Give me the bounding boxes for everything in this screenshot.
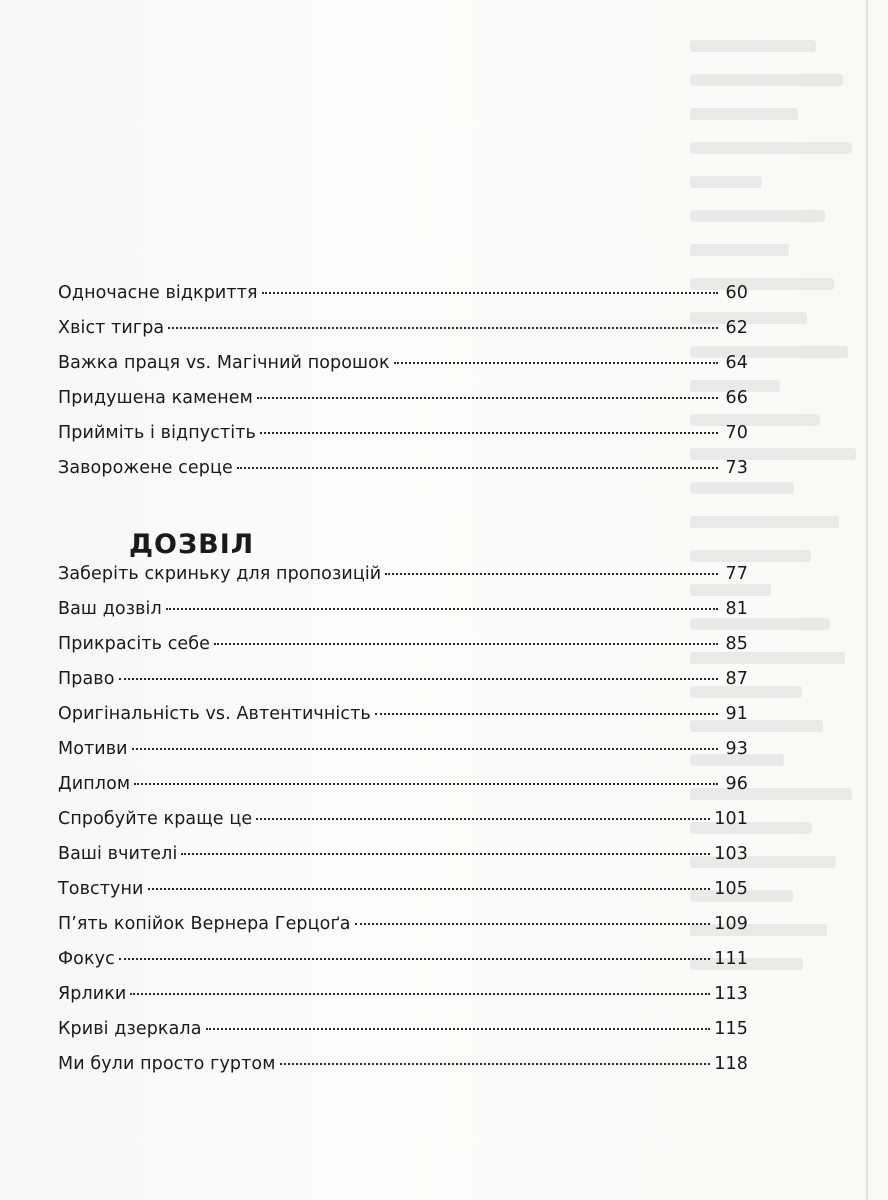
toc-entry-title: Ваші вчителі xyxy=(58,844,178,864)
toc-entry[interactable] xyxy=(58,739,748,774)
toc-entry-title: Криві дзеркала xyxy=(58,1019,202,1039)
toc-entry[interactable] xyxy=(58,388,748,423)
toc-entry-title: Прийміть і відпустіть xyxy=(58,423,256,443)
dot-leader xyxy=(280,1063,711,1065)
toc-entry-page: 60 xyxy=(725,283,748,303)
dot-leader xyxy=(260,432,718,434)
toc-entry-title: Право xyxy=(58,669,115,689)
toc-entry[interactable] xyxy=(58,879,748,914)
toc-entry-title: Хвіст тигра xyxy=(58,318,165,338)
toc-entry-title: Ярлики xyxy=(58,984,127,1004)
toc-entry[interactable] xyxy=(58,458,748,493)
toc-entry[interactable] xyxy=(58,423,748,458)
toc-entry-title: Одночасне відкриття xyxy=(58,283,258,303)
toc-entry-page: 64 xyxy=(725,353,748,373)
dot-leader xyxy=(375,713,718,715)
dot-leader xyxy=(262,292,718,294)
dot-leader xyxy=(385,573,718,575)
section-heading: ДОЗВІЛ xyxy=(129,529,255,560)
toc-entry[interactable] xyxy=(58,774,748,809)
toc-entry-title: Мотиви xyxy=(58,739,128,759)
toc-entry-page: 73 xyxy=(725,458,748,478)
toc-entry-page: 85 xyxy=(725,634,748,654)
toc-entry[interactable] xyxy=(58,1054,748,1089)
toc-entry-title: Заберіть скриньку для пропозицій xyxy=(58,564,382,584)
toc-entry[interactable] xyxy=(58,318,748,353)
toc-entry-page: 103 xyxy=(714,844,748,864)
toc-entry-page: 93 xyxy=(725,739,748,759)
toc-entry-title: Спробуйте краще це xyxy=(58,809,253,829)
dot-leader xyxy=(148,888,711,890)
toc-entry-title: Придушена каменем xyxy=(58,388,253,408)
toc-entry[interactable] xyxy=(58,809,748,844)
dot-leader xyxy=(132,748,718,750)
toc-entry[interactable] xyxy=(58,283,748,318)
dot-leader xyxy=(256,818,710,820)
toc-entry-title: Фокус xyxy=(58,949,115,969)
dot-leader xyxy=(168,327,718,329)
dot-leader xyxy=(257,397,718,399)
toc-entry[interactable] xyxy=(58,914,748,949)
toc-entry[interactable] xyxy=(58,669,748,704)
toc-entry-page: 96 xyxy=(725,774,748,794)
toc-entry-page: 66 xyxy=(725,388,748,408)
toc-entry[interactable] xyxy=(58,634,748,669)
toc-entry-title: Диплом xyxy=(58,774,131,794)
toc-entry-page: 109 xyxy=(714,914,748,934)
toc-entry-page: 118 xyxy=(714,1054,748,1074)
toc-entry-page: 113 xyxy=(714,984,748,1004)
toc-entry-page: 62 xyxy=(725,318,748,338)
dot-leader xyxy=(119,958,710,960)
toc-entry-page: 77 xyxy=(725,564,748,584)
toc-entry-title: Ваш дозвіл xyxy=(58,599,162,619)
dot-leader xyxy=(130,993,710,995)
toc-entry-title: Оригінальність vs. Автентичність xyxy=(58,704,371,724)
toc-entry-title: Важка праця vs. Магічний порошок xyxy=(58,353,390,373)
table-of-contents xyxy=(58,283,748,1089)
toc-entry-title: Заворожене серце xyxy=(58,458,233,478)
toc-entry[interactable] xyxy=(58,984,748,1019)
dot-leader xyxy=(166,608,718,610)
toc-entry-page: 87 xyxy=(725,669,748,689)
toc-entry[interactable] xyxy=(58,353,748,388)
dot-leader xyxy=(237,467,718,469)
toc-entry-page: 91 xyxy=(725,704,748,724)
dot-leader xyxy=(134,783,718,785)
toc-entry[interactable] xyxy=(58,949,748,984)
dot-leader xyxy=(206,1028,711,1030)
toc-entry-page: 105 xyxy=(714,879,748,899)
dot-leader xyxy=(355,923,711,925)
toc-entry-title: Ми були просто гуртом xyxy=(58,1054,276,1074)
toc-entry[interactable] xyxy=(58,704,748,739)
toc-entry-title: П’ять копійок Вернера Герцоґа xyxy=(58,914,351,934)
dot-leader xyxy=(214,643,718,645)
dot-leader xyxy=(394,362,718,364)
page-edge xyxy=(866,0,868,1200)
dot-leader xyxy=(181,853,710,855)
toc-entry-page: 111 xyxy=(714,949,748,969)
toc-entry[interactable] xyxy=(58,599,748,634)
toc-entry-page: 101 xyxy=(714,809,748,829)
toc-entry-title: Прикрасіть себе xyxy=(58,634,211,654)
toc-entry-page: 115 xyxy=(714,1019,748,1039)
toc-entry-page: 81 xyxy=(725,599,748,619)
dot-leader xyxy=(119,678,718,680)
toc-entry-page: 70 xyxy=(725,423,748,443)
toc-entry[interactable] xyxy=(58,564,748,599)
toc-entry-title: Товстуни xyxy=(58,879,144,899)
toc-entry[interactable] xyxy=(58,1019,748,1054)
toc-entry[interactable] xyxy=(58,844,748,879)
